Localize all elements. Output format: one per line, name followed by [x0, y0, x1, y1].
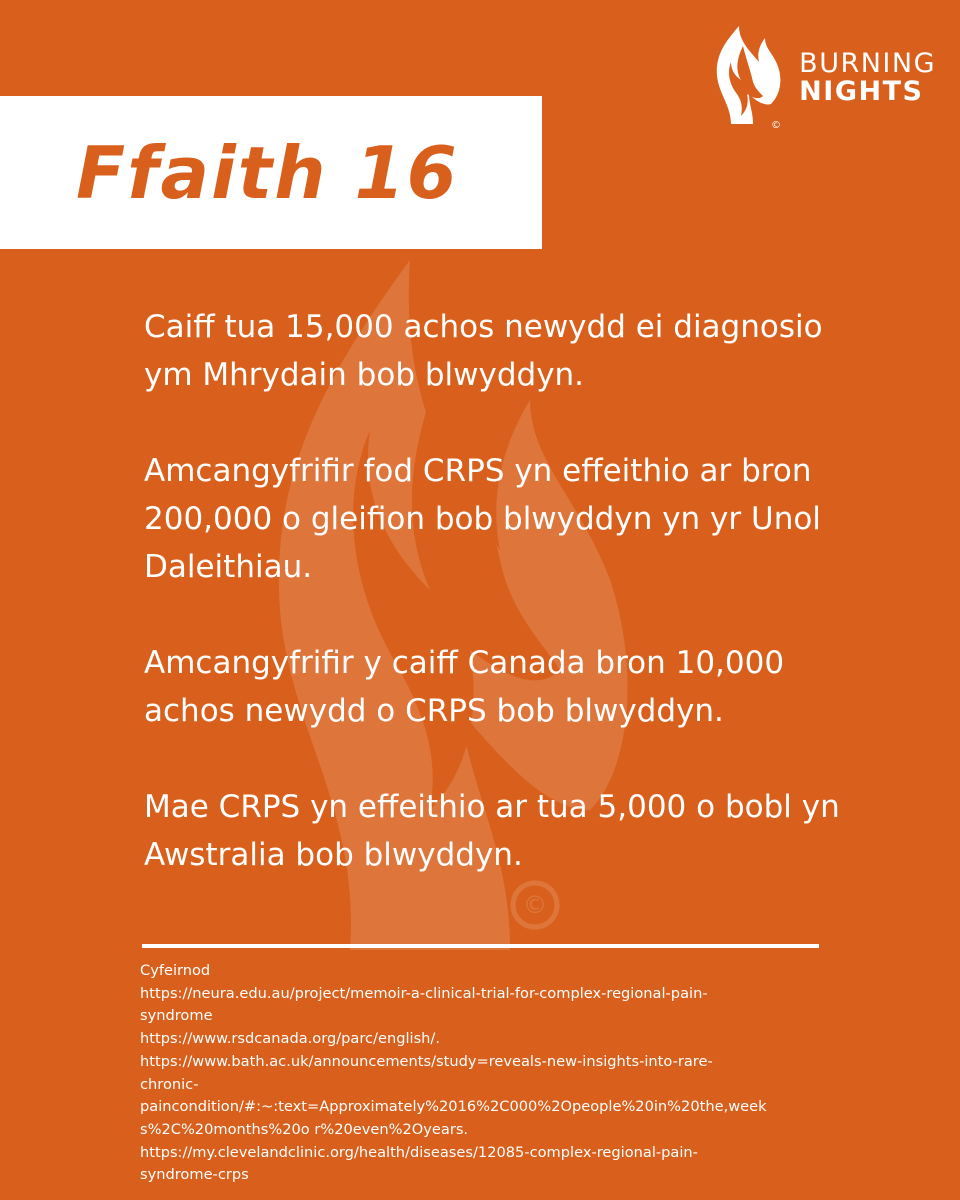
page-title: Ffaith 16 — [76, 130, 459, 215]
flame-hand-icon — [709, 24, 787, 132]
svg-text:©: © — [523, 891, 547, 919]
facts-list — [144, 303, 864, 927]
fact-paragraph: Amcangyfrifir fod CRPS yn effeithio ar bron 200,000 o gleifion bob blwyddyn yn yr Unol Daleithiau. — [144, 453, 821, 585]
reference-line: syndrome-crps — [140, 1166, 249, 1184]
reference-line: paincondition/#:~:text=Approximately%2016%2C000%2Opeople%20in%20the,week — [140, 1098, 767, 1116]
reference-line: chronic- — [140, 1075, 199, 1093]
fact-paragraph: Amcangyfrifir y caiff Canada bron 10,000 achos newydd o CRPS bob blwyddyn. — [144, 645, 785, 729]
svg-text:©: © — [771, 120, 782, 131]
references — [140, 960, 840, 1187]
reference-line: https://my.clevelandclinic.org/health/diseases/12085-complex-regional-pain- — [140, 1143, 698, 1161]
reference-line: https://www.rsdcanada.org/parc/english/. — [140, 1030, 440, 1048]
divider — [142, 944, 819, 948]
burning-nights-logo — [709, 24, 936, 132]
fact-paragraph: Mae CRPS yn effeithio ar tua 5,000 o bobl yn Awstralia bob blwyddyn. — [144, 789, 840, 873]
brand-name-line2: NIGHTS — [799, 76, 924, 107]
reference-line: s%2C%20months%20o r%20even%2Oyears. — [140, 1120, 469, 1138]
reference-line: https://www.bath.ac.uk/announcements/study=reveals-new-insights-into-rare- — [140, 1052, 713, 1070]
brand-name-line1: BURNING — [799, 47, 936, 79]
references-heading: Cyfeirnod — [140, 962, 211, 979]
fact-paragraph: Caiff tua 15,000 achos newydd ei diagnosio ym Mhrydain bob blwyddyn. — [144, 309, 823, 393]
title-banner — [0, 96, 542, 249]
reference-line: https://neura.edu.au/project/memoir-a-clinical-trial-for-complex-regional-pain- — [140, 984, 708, 1002]
reference-line: syndrome — [140, 1007, 213, 1025]
